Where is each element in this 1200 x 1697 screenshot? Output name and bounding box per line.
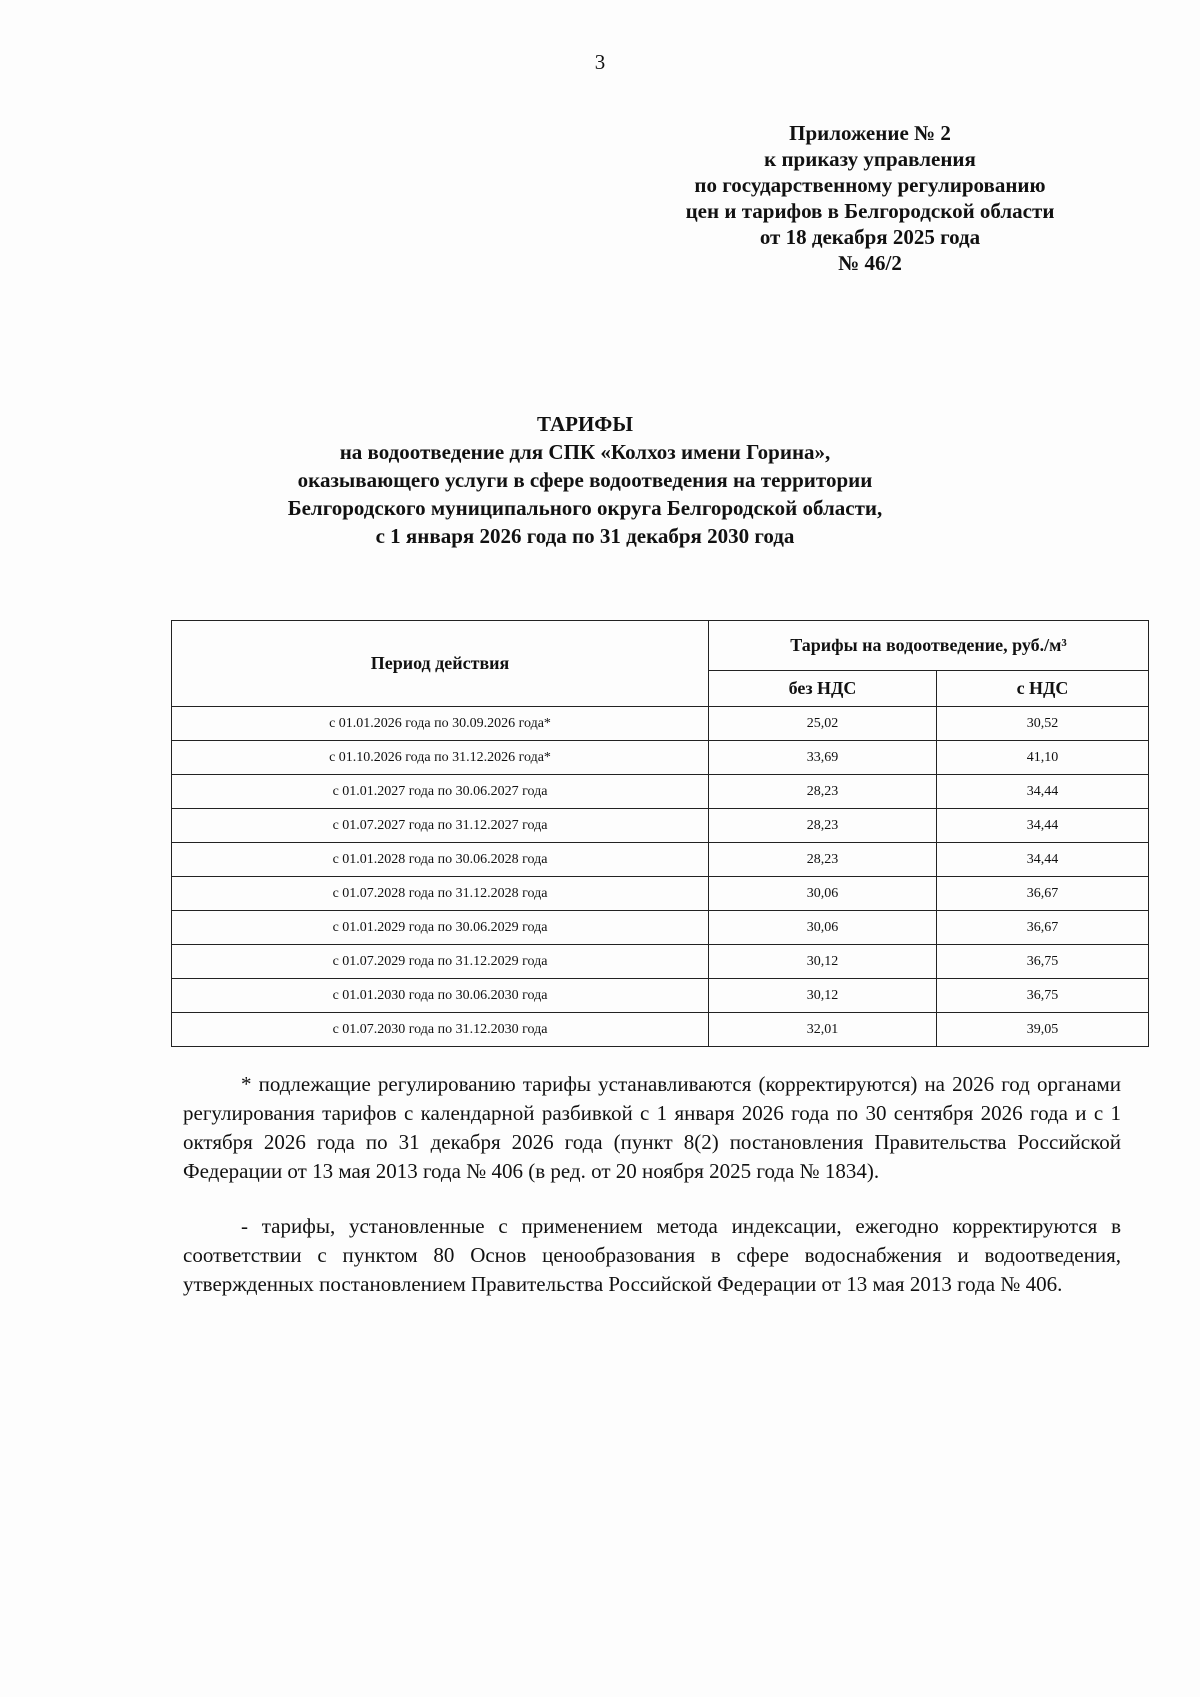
cell-period: с 01.01.2028 года по 30.06.2028 года [172, 843, 709, 877]
cell-period: с 01.10.2026 года по 31.12.2026 года* [172, 741, 709, 775]
cell-with-vat: 34,44 [937, 809, 1149, 843]
table-row [172, 707, 1149, 741]
cell-period: с 01.07.2028 года по 31.12.2028 года [172, 877, 709, 911]
appendix-line: цен и тарифов в Белгородской области [685, 199, 1055, 223]
cell-without-vat: 30,12 [709, 979, 937, 1013]
table-row [172, 911, 1149, 945]
table-row [172, 979, 1149, 1013]
table-row [172, 741, 1149, 775]
document-title [150, 410, 1020, 550]
cell-without-vat: 30,12 [709, 945, 937, 979]
table-row [172, 809, 1149, 843]
cell-with-vat: 34,44 [937, 775, 1149, 809]
cell-with-vat: 30,52 [937, 707, 1149, 741]
appendix-line: Приложение № 2 [789, 121, 951, 145]
notes-section [183, 1070, 1121, 1299]
cell-with-vat: 36,67 [937, 877, 1149, 911]
title-heading: ТАРИФЫ [537, 412, 633, 436]
cell-with-vat: 36,75 [937, 979, 1149, 1013]
header-period: Период действия [172, 621, 709, 707]
table-row [172, 945, 1149, 979]
cell-period: с 01.01.2027 года по 30.06.2027 года [172, 775, 709, 809]
footnote-paragraph: * подлежащие регулированию тарифы устанавливаются (корректируются) на 2026 год органами регулирования тарифов с календарной разбивкой с 1 января 2026 года по 30 сентября 2026 года и с 1 октября 2026 года по 31 декабря 2026 года (пункт 8(2) постановления Правительства Российской Федерации от 13 мая 2013 года № 406 (в ред. от 20 ноября 2025 года № 1834). [183, 1072, 1121, 1183]
table-row [172, 877, 1149, 911]
cell-without-vat: 28,23 [709, 775, 937, 809]
cell-without-vat: 25,02 [709, 707, 937, 741]
appendix-line: к приказу управления [764, 147, 976, 171]
cell-period: с 01.01.2030 года по 30.06.2030 года [172, 979, 709, 1013]
cell-without-vat: 32,01 [709, 1013, 937, 1047]
table-row [172, 775, 1149, 809]
cell-without-vat: 28,23 [709, 809, 937, 843]
cell-period: с 01.07.2029 года по 31.12.2029 года [172, 945, 709, 979]
appendix-line: от 18 декабря 2025 года [759, 225, 981, 249]
cell-with-vat: 36,67 [937, 911, 1149, 945]
appendix-line: по государственному регулированию [694, 173, 1046, 197]
page-number: 3 [594, 50, 606, 74]
appendix-header [610, 120, 1130, 276]
title-line: оказывающего услуги в сфере водоотведения на территории [297, 468, 873, 492]
indexation-paragraph: - тарифы, установленные с применением метода индексации, ежегодно корректируются в соответствии с пунктом 80 Основ ценообразования в сфере водоснабжения и водоотведения, утвержденных постановлением Правительства Российской Федерации от 13 мая 2013 года № 406. [183, 1214, 1121, 1296]
table-row [172, 843, 1149, 877]
cell-with-vat: 41,10 [937, 741, 1149, 775]
cell-period: с 01.07.2030 года по 31.12.2030 года [172, 1013, 709, 1047]
cell-period: с 01.07.2027 года по 31.12.2027 года [172, 809, 709, 843]
tariffs-table [171, 620, 1149, 1047]
cell-with-vat: 36,75 [937, 945, 1149, 979]
cell-with-vat: 39,05 [937, 1013, 1149, 1047]
title-line: на водоотведение для СПК «Колхоз имени Горина», [339, 440, 831, 464]
cell-with-vat: 34,44 [937, 843, 1149, 877]
cell-period: с 01.01.2026 года по 30.09.2026 года* [172, 707, 709, 741]
appendix-line: № 46/2 [838, 251, 902, 275]
cell-without-vat: 30,06 [709, 877, 937, 911]
header-without-vat: без НДС [709, 671, 937, 707]
cell-without-vat: 30,06 [709, 911, 937, 945]
table-row [172, 1013, 1149, 1047]
cell-without-vat: 28,23 [709, 843, 937, 877]
title-line: Белгородского муниципального округа Белгородской области, [287, 496, 883, 520]
cell-period: с 01.01.2029 года по 30.06.2029 года [172, 911, 709, 945]
title-line: с 1 января 2026 года по 31 декабря 2030 года [375, 524, 795, 548]
header-with-vat: с НДС [937, 671, 1149, 707]
cell-without-vat: 33,69 [709, 741, 937, 775]
header-tariffs: Тарифы на водоотведение, руб./м³ [709, 621, 1149, 671]
